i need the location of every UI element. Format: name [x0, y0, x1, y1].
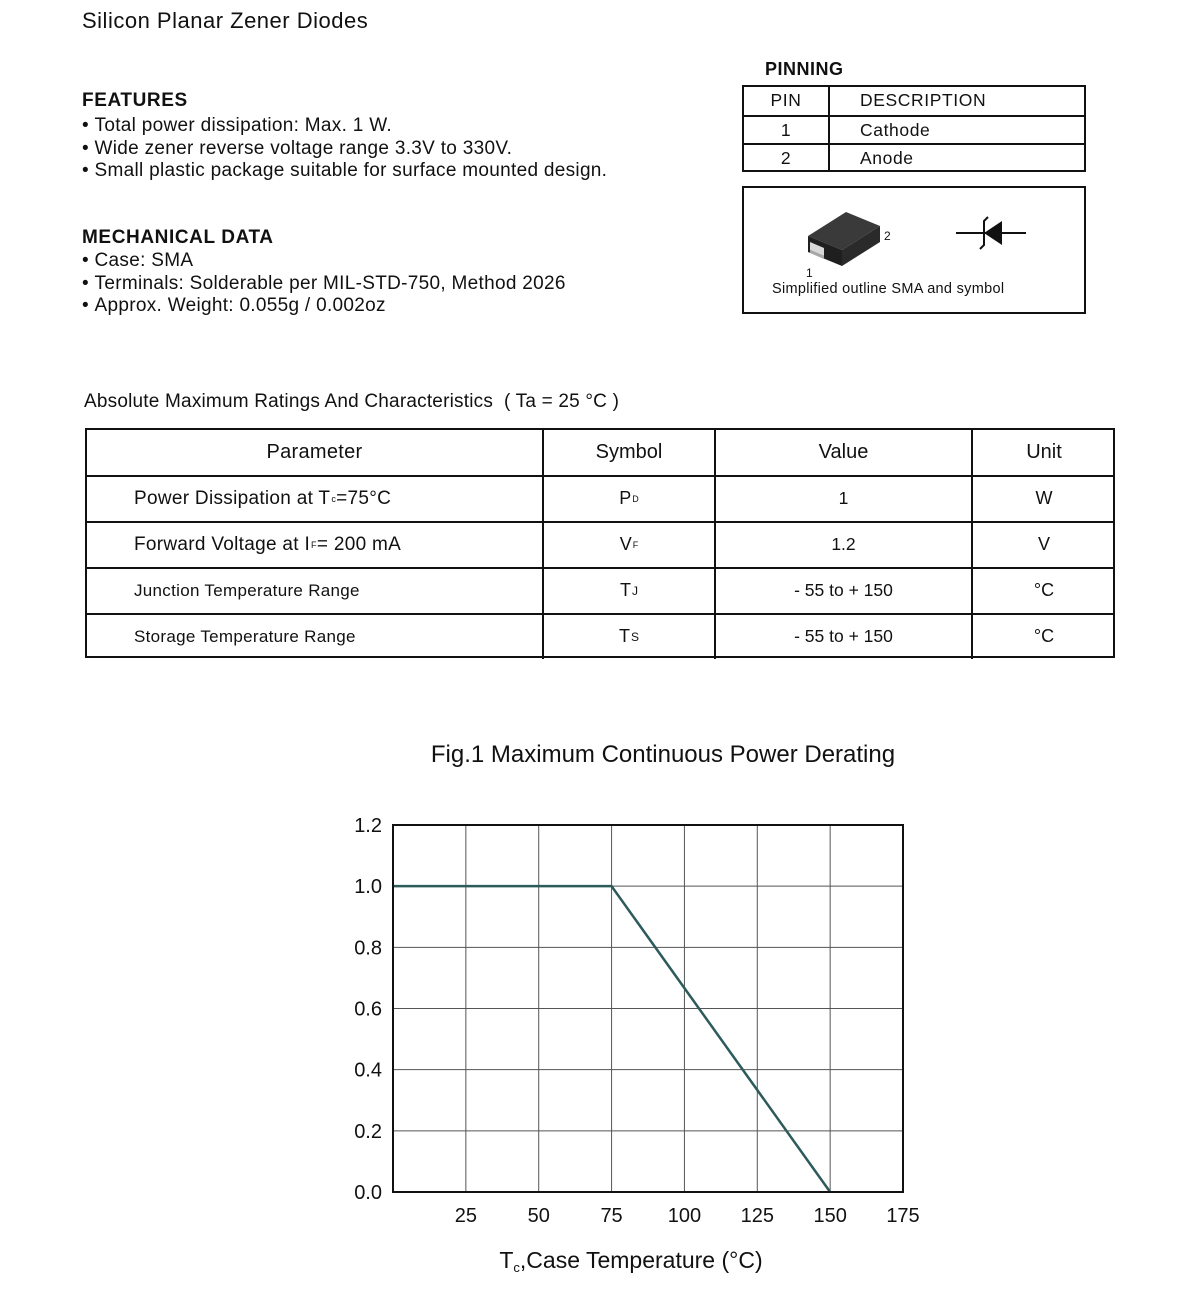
table-row [87, 521, 1113, 567]
unit-cell: W [1035, 488, 1053, 509]
mechanical-item: • Approx. Weight: 0.055g / 0.002oz [82, 295, 566, 318]
description-header: DESCRIPTION [860, 90, 987, 110]
document-title: Silicon Planar Zener Diodes [82, 8, 369, 33]
symbol-cell: P D [544, 477, 716, 521]
feature-item: • Total power dissipation: Max. 1 W. [82, 115, 607, 138]
symbol-cell: T S [544, 615, 716, 659]
mechanical-item: • Case: SMA [82, 250, 566, 273]
x-tick-label: 125 [740, 1205, 774, 1227]
pin2-label: 2 [884, 229, 891, 243]
y-tick-labels [354, 815, 382, 1204]
chart-grid [393, 825, 903, 1192]
pin-header: PIN [744, 87, 830, 115]
value-cell: 1.2 [716, 523, 973, 567]
y-tick-label: 0.2 [354, 1120, 382, 1143]
parameter-cell: Storage Temperature Range [87, 615, 544, 659]
x-tick-label: 75 [600, 1205, 623, 1227]
unit-header: Unit [1026, 441, 1062, 464]
x-tick-label: 150 [813, 1205, 847, 1227]
x-tick-label: 50 [527, 1205, 550, 1227]
unit-cell: °C [1033, 626, 1055, 647]
y-tick-label: 0.4 [354, 1059, 382, 1082]
y-tick-label: 1.2 [354, 815, 382, 837]
sma-package-icon [802, 198, 902, 278]
x-tick-label: 25 [454, 1205, 477, 1227]
chart-title: Fig.1 Maximum Continuous Power Derating [430, 741, 896, 768]
symbol-cell: T J [544, 569, 716, 613]
outline-caption: Simplified outline SMA and symbol [772, 281, 1005, 297]
outline-box [742, 186, 1086, 314]
parameter-cell: Power Dissipation at T c =75°C [87, 477, 544, 521]
pinning-table [742, 85, 1086, 172]
value-header: Value [716, 430, 973, 476]
pin-number: 1 [744, 117, 830, 143]
pin-number: 2 [744, 145, 830, 171]
y-tick-label: 0.6 [354, 998, 382, 1021]
features-heading: FEATURES [82, 90, 188, 111]
ratings-header-row [87, 430, 1113, 476]
x-tick-label: 100 [667, 1205, 702, 1227]
power-derating-chart [0, 720, 1200, 1290]
parameter-cell: Junction Temperature Range [87, 569, 544, 613]
value-cell: - 55 to + 150 [716, 615, 973, 659]
symbol-cell: V F [544, 523, 716, 567]
y-tick-label: 0.0 [354, 1182, 382, 1204]
value-cell: - 55 to + 150 [716, 569, 973, 613]
ratings-table [85, 428, 1115, 658]
zener-diode-symbol-icon [954, 215, 1028, 251]
symbol-header: Symbol [544, 430, 716, 476]
value-cell: 1 [716, 477, 973, 521]
parameter-cell: Forward Voltage at I F = 200 mA [87, 523, 544, 567]
ratings-title [84, 391, 619, 413]
pin1-label: 1 [806, 266, 813, 278]
table-row [87, 567, 1113, 613]
ratings-title-text: Absolute Maximum Ratings And Characteristics [84, 391, 494, 412]
feature-item: • Small plastic package suitable for surface mounted design. [82, 160, 607, 183]
pinning-row [744, 143, 1084, 171]
y-tick-label: 0.8 [354, 937, 382, 960]
table-row [87, 475, 1113, 521]
pin-description: Cathode [860, 120, 931, 140]
ratings-condition: ( Ta = 25 °C ) [503, 391, 620, 412]
x-tick-label: 175 [886, 1205, 920, 1227]
parameter-header: Parameter [87, 430, 544, 476]
pinning-header-row [744, 87, 1084, 115]
pinning-row [744, 115, 1084, 143]
pin-description: Anode [860, 148, 914, 168]
mechanical-data-heading: MECHANICAL DATA [82, 227, 274, 248]
x-axis-label: Tc,Case Temperature (°C) [499, 1247, 763, 1275]
unit-cell: °C [1033, 580, 1055, 601]
table-row [87, 613, 1113, 659]
mechanical-item: • Terminals: Solderable per MIL-STD-750, Method 2026 [82, 273, 566, 296]
y-tick-label: 1.0 [354, 876, 382, 899]
feature-item: • Wide zener reverse voltage range 3.3V to 330V. [82, 138, 607, 161]
unit-cell: V [1037, 534, 1050, 555]
pinning-heading: PINNING [765, 59, 844, 79]
x-tick-labels [455, 1205, 920, 1227]
features-list [82, 115, 607, 183]
mechanical-data-list [82, 250, 566, 318]
